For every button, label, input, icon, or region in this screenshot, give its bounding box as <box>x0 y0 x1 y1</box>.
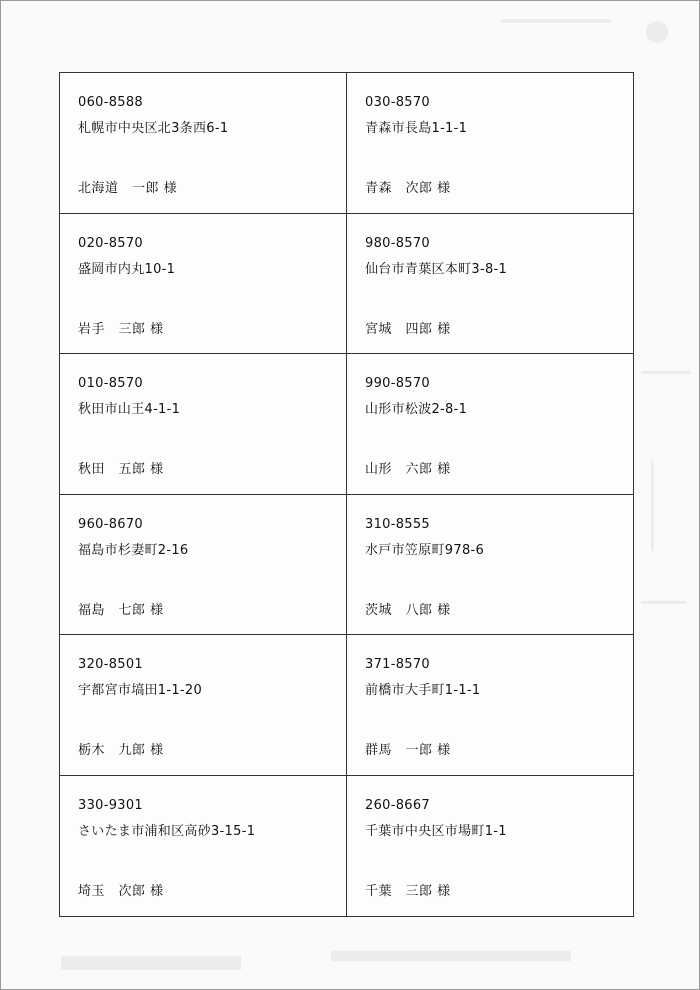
street-address: 福島市杉妻町2-16 <box>78 542 189 558</box>
postal-code: 060-8588 <box>78 95 143 110</box>
postal-code: 960-8670 <box>78 516 143 532</box>
address-label <box>347 214 633 355</box>
street-address: 札幌市中央区北3条西6-1 <box>78 121 229 136</box>
address-label <box>347 73 633 214</box>
address-label-grid <box>59 72 634 917</box>
street-address: 青森市長島1-1-1 <box>365 121 468 136</box>
postal-code: 320-8501 <box>78 657 143 672</box>
address-label <box>347 495 633 636</box>
recipient-name: 宮城 四郎 様 <box>365 321 451 337</box>
address-label <box>347 776 633 917</box>
street-address: 盛岡市内丸10-1 <box>78 261 176 277</box>
address-label <box>347 354 633 495</box>
postal-code: 260-8667 <box>365 797 430 813</box>
postal-code: 020-8570 <box>78 235 143 251</box>
recipient-name: 埼玉 次郎 様 <box>78 883 164 899</box>
recipient-name: 栃木 九郎 様 <box>78 743 164 758</box>
recipient-name: 山形 六郎 様 <box>365 462 451 477</box>
street-address: 宇都宮市塙田1-1-20 <box>78 683 203 698</box>
postal-code: 371-8570 <box>365 657 430 672</box>
postal-code: 330-9301 <box>78 797 143 813</box>
address-label <box>60 635 347 776</box>
recipient-name: 岩手 三郎 様 <box>78 321 164 337</box>
address-label <box>60 776 347 917</box>
street-address: 山形市松波2-8-1 <box>365 402 468 417</box>
recipient-name: 茨城 八郎 様 <box>365 602 451 618</box>
address-label <box>60 73 347 214</box>
address-label <box>60 495 347 636</box>
scan-artifact <box>61 956 241 970</box>
recipient-name: 秋田 五郎 様 <box>78 462 164 477</box>
scan-artifact <box>641 601 686 604</box>
street-address: 仙台市青葉区本町3-8-1 <box>365 261 508 277</box>
recipient-name: 群馬 一郎 様 <box>365 743 451 758</box>
street-address: 前橋市大手町1-1-1 <box>365 683 481 698</box>
postal-code: 010-8570 <box>78 376 143 391</box>
recipient-name: 北海道 一郎 様 <box>78 181 178 196</box>
street-address: さいたま市浦和区高砂3-15-1 <box>78 823 256 839</box>
scan-artifact <box>331 951 571 961</box>
recipient-name: 青森 次郎 様 <box>365 181 451 196</box>
street-address: 秋田市山王4-1-1 <box>78 402 181 417</box>
address-label <box>347 635 633 776</box>
recipient-name: 福島 七郎 様 <box>78 602 164 618</box>
postal-code: 990-8570 <box>365 376 430 391</box>
scan-artifact <box>646 21 668 43</box>
scan-artifact <box>651 461 654 551</box>
postal-code: 030-8570 <box>365 95 430 110</box>
address-label <box>60 214 347 355</box>
postal-code: 980-8570 <box>365 235 430 251</box>
scan-artifact <box>641 371 691 374</box>
recipient-name: 千葉 三郎 様 <box>365 883 451 899</box>
street-address: 千葉市中央区市場町1-1 <box>365 823 507 839</box>
postal-code: 310-8555 <box>365 516 430 532</box>
street-address: 水戸市笠原町978-6 <box>365 542 485 558</box>
scan-artifact <box>501 19 611 23</box>
address-label <box>60 354 347 495</box>
